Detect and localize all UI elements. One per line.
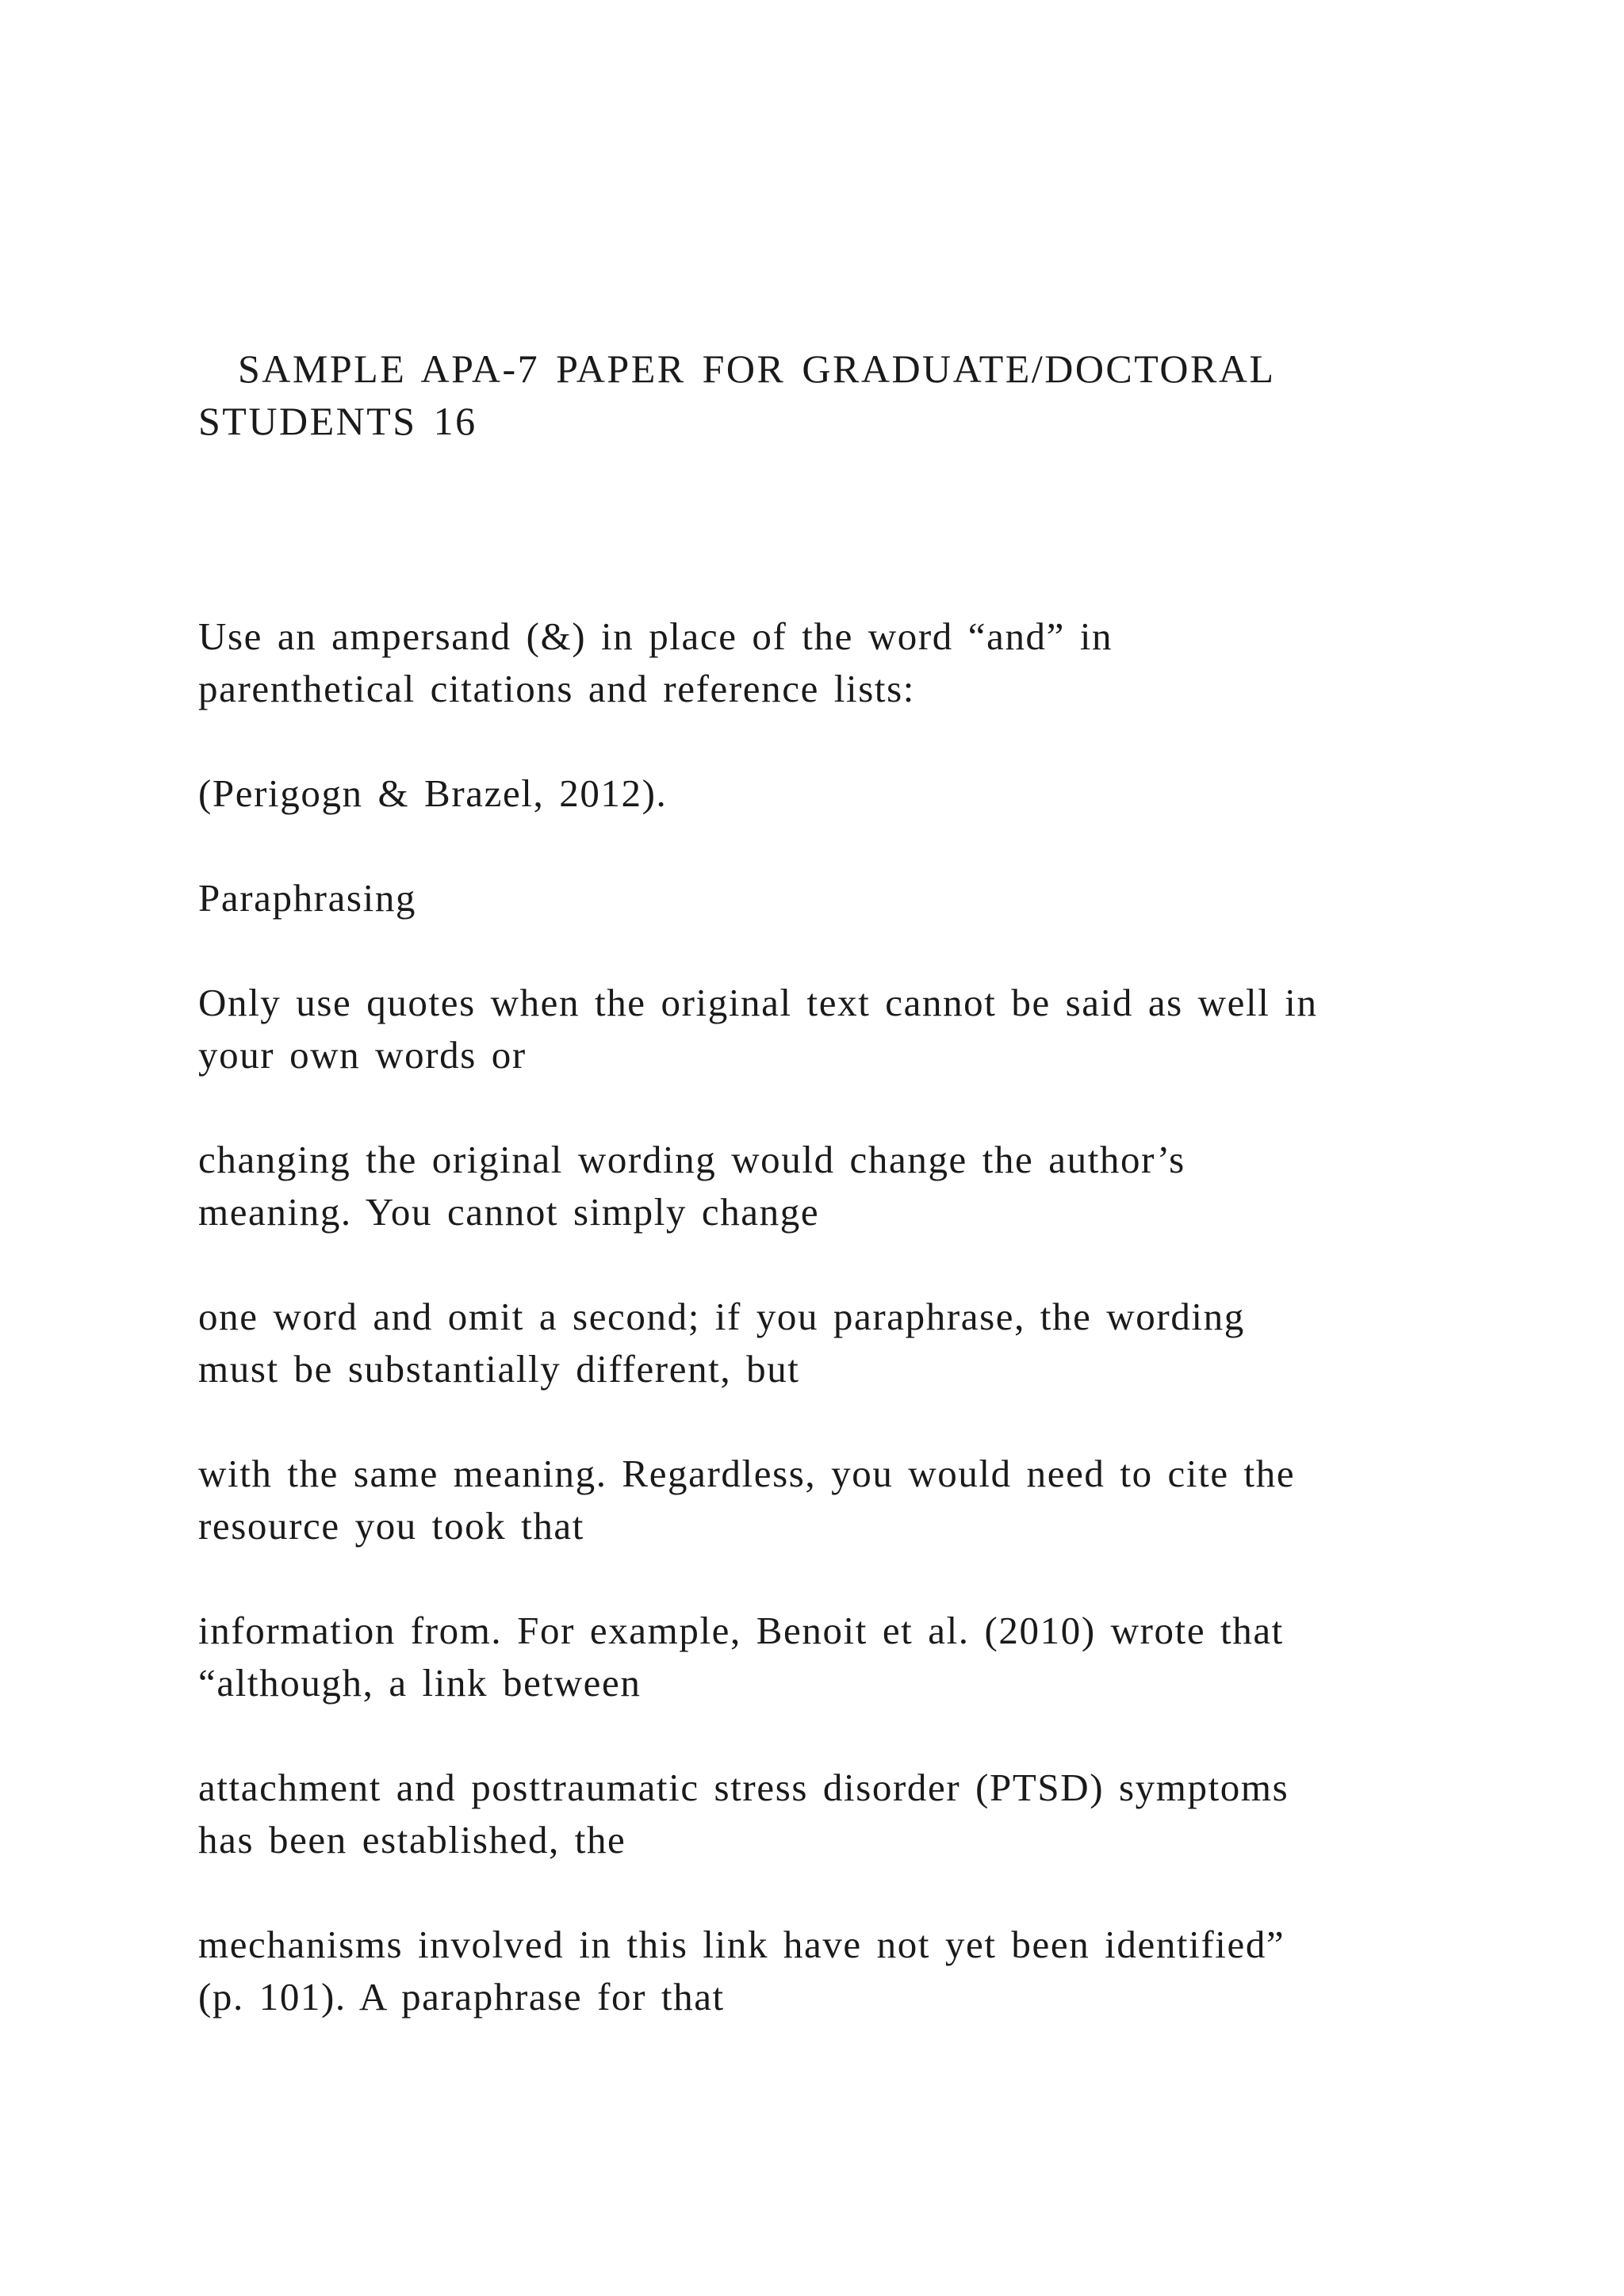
text-line: (Perigogn & Brazel, 2012). (198, 771, 668, 815)
text-line: (p. 101). A paraphrase for that (198, 1975, 725, 2019)
paragraph (198, 1919, 1467, 2023)
paragraph (198, 1291, 1467, 1395)
text-line: “although, a link between (198, 1661, 642, 1705)
body-text (198, 610, 1467, 2076)
text-line: Paraphrasing (198, 876, 417, 920)
paragraph (198, 1448, 1467, 1552)
text-line: with the same meaning. Regardless, you would need to cite the (198, 1452, 1296, 1495)
text-line: one word and omit a second; if you paraphrase, the wording (198, 1295, 1245, 1338)
paragraph (198, 1605, 1467, 1709)
paragraph-citation-example (198, 767, 1467, 820)
section-heading-paraphrasing (198, 872, 1467, 924)
text-line: changing the original wording would change the author’s (198, 1138, 1185, 1181)
running-header-title: SAMPLE APA-7 PAPER FOR GRADUATE/DOCTORAL (238, 346, 1276, 391)
text-line: your own words or (198, 1033, 527, 1077)
text-line: information from. For example, Benoit et al. (2010) wrote that (198, 1609, 1284, 1652)
paragraph (198, 977, 1467, 1081)
text-line: meaning. You cannot simply change (198, 1190, 820, 1234)
text-line: mechanisms involved in this link have not yet been identified” (198, 1923, 1285, 1966)
running-header (198, 342, 1467, 447)
paragraph (198, 1134, 1467, 1238)
text-line: must be substantially different, but (198, 1347, 800, 1391)
running-header-page-number: STUDENTS 16 (198, 399, 477, 443)
text-line: parenthetical citations and reference lists: (198, 667, 915, 710)
paragraph (198, 1762, 1467, 1866)
text-line: attachment and posttraumatic stress disorder (PTSD) symptoms (198, 1766, 1289, 1809)
text-line: Only use quotes when the original text cannot be said as well in (198, 981, 1318, 1024)
paragraph-ampersand-rule (198, 610, 1467, 715)
text-line: has been established, the (198, 1818, 626, 1862)
text-line: Use an ampersand (&) in place of the word “and” in (198, 614, 1113, 658)
text-line: resource you took that (198, 1504, 584, 1548)
